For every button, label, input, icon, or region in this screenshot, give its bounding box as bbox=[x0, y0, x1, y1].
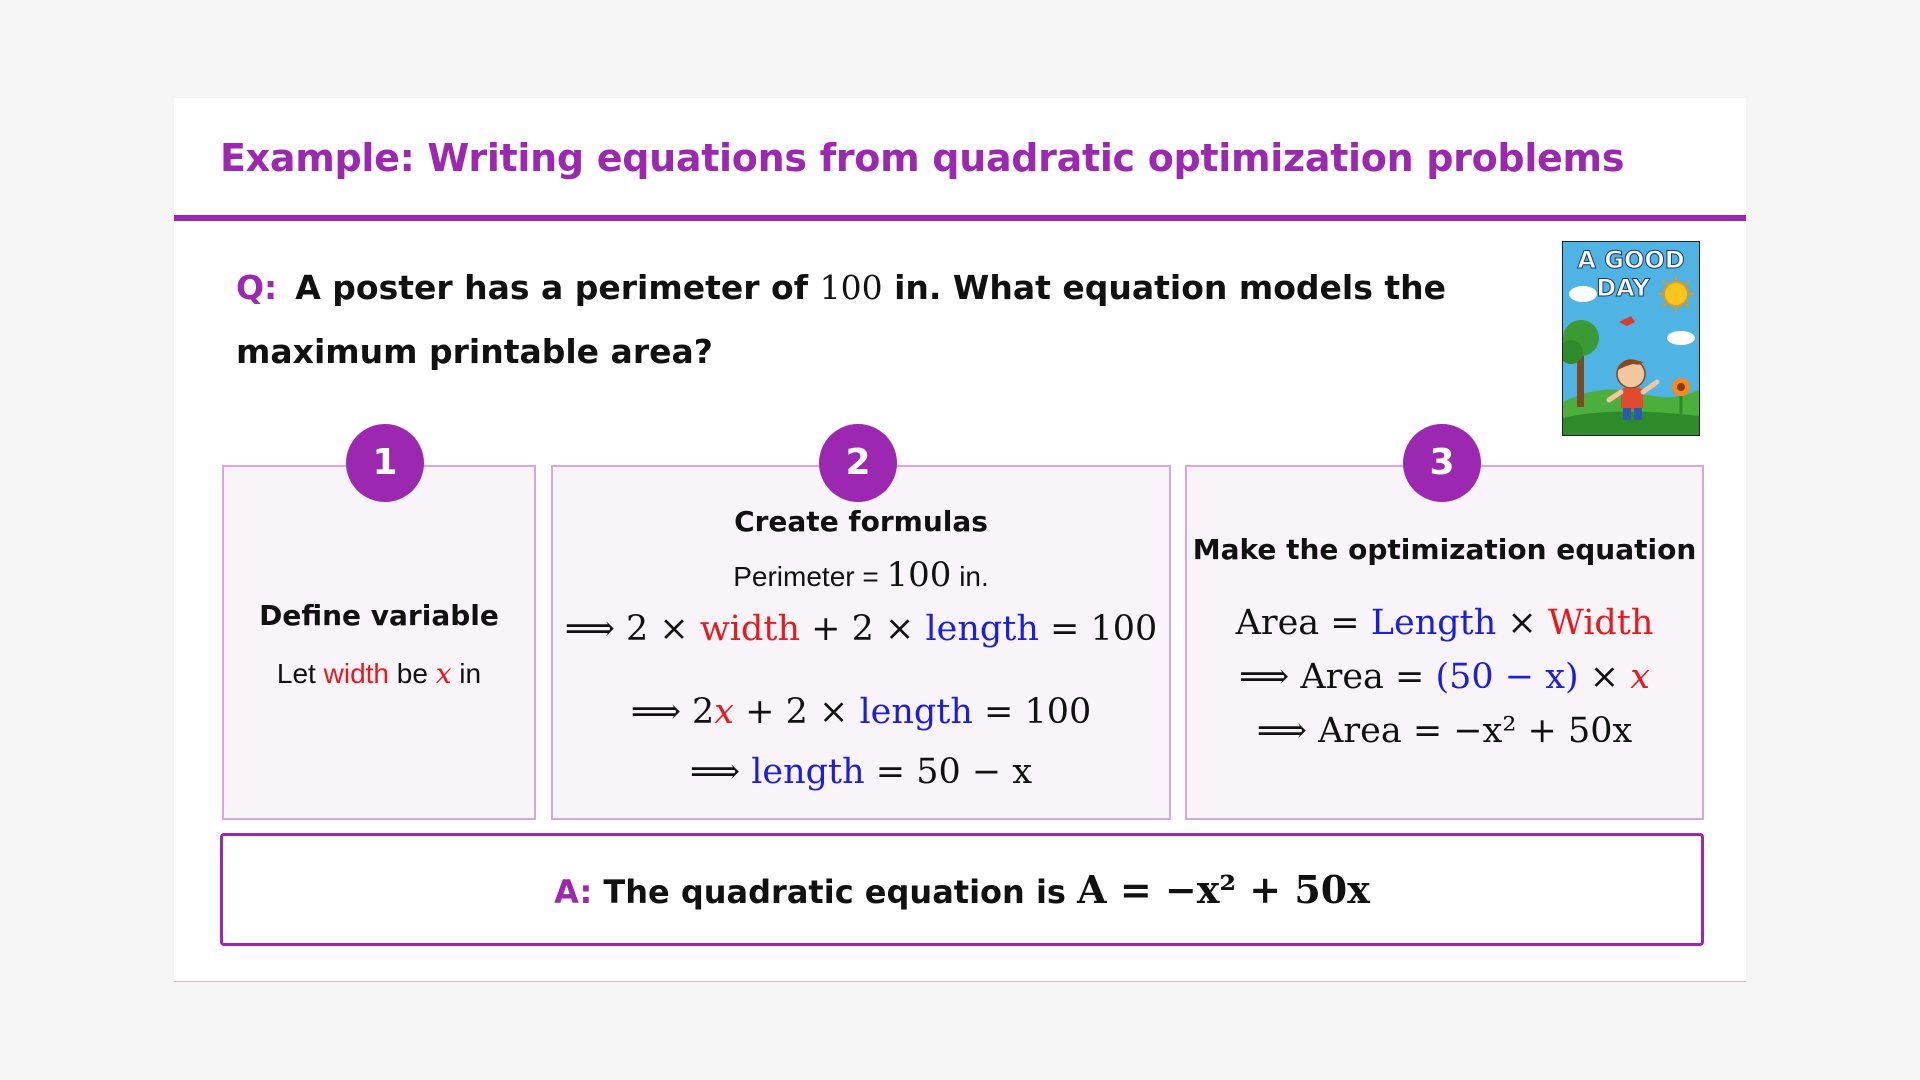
step-2-card bbox=[551, 465, 1171, 820]
step-2-eq1-width: width bbox=[699, 609, 801, 649]
answer-equation: A = −x² + 50x bbox=[1077, 867, 1370, 912]
step-2-perimeter bbox=[553, 555, 1169, 595]
step-3-eq3-area: Area bbox=[1318, 711, 1402, 751]
step-2-eq1-value: 100 bbox=[1090, 609, 1158, 649]
step-3-badge: 3 bbox=[1403, 424, 1481, 502]
step-1-badge: 1 bbox=[346, 424, 424, 502]
step-1-definition bbox=[224, 657, 534, 690]
title-divider bbox=[174, 215, 1746, 221]
step-2-eq2-value: 100 bbox=[1024, 692, 1092, 732]
question bbox=[236, 256, 1536, 384]
answer-text: The quadratic equation is bbox=[603, 873, 1066, 911]
step-1-x: x bbox=[435, 657, 452, 690]
slide-card bbox=[174, 98, 1746, 982]
step-3-eq1-area: Area bbox=[1235, 603, 1320, 643]
step-3-card bbox=[1185, 465, 1704, 820]
answer-box bbox=[220, 833, 1704, 946]
step-3-equation-2: ⟹ Area = (50 − x) × x bbox=[1239, 657, 1650, 697]
step-2-equation-3: ⟹ length = 50 − x bbox=[689, 752, 1033, 792]
step-2-eq1-length: length bbox=[925, 609, 1039, 649]
step-3-eq1-length: Length bbox=[1370, 603, 1497, 643]
step-3-heading: Make the optimization equation bbox=[1192, 533, 1697, 566]
step-3-eq3-rhs: −x² + 50x bbox=[1453, 711, 1633, 751]
step-2-perimeter-unit: in. bbox=[959, 561, 989, 592]
step-2-heading: Create formulas bbox=[734, 505, 988, 538]
question-label: Q: bbox=[236, 268, 278, 307]
question-text-after: in. What equation models the maximum printable area? bbox=[236, 268, 1447, 371]
step-1-let: Let bbox=[276, 658, 316, 689]
step-1-width: width bbox=[323, 658, 389, 689]
step-2-equation-2: ⟹ 2x + 2 × length = 100 bbox=[630, 692, 1092, 732]
step-1-heading: Define variable bbox=[259, 599, 499, 632]
step-2-perimeter-label: Perimeter = bbox=[733, 561, 879, 592]
poster-title-line2: DAY bbox=[1596, 274, 1650, 302]
step-2-eq3-length: length bbox=[751, 752, 865, 792]
step-3-eq1-width: Width bbox=[1547, 603, 1654, 643]
step-2-eq3-rhs: 50 − x bbox=[916, 752, 1033, 792]
poster-title-line1: A GOOD bbox=[1577, 246, 1685, 274]
step-3-equation-1: Area = Length × Width bbox=[1235, 603, 1654, 643]
step-2-equation-1: ⟹ 2 × width + 2 × length = 100 bbox=[564, 609, 1158, 649]
step-3-eq2-area: Area bbox=[1300, 657, 1384, 697]
step-2-eq2-length: length bbox=[859, 692, 973, 732]
poster-illustration bbox=[1562, 241, 1700, 436]
step-3-eq2-paren: (50 − x) bbox=[1435, 657, 1579, 697]
step-1-be: be bbox=[396, 658, 428, 689]
step-2-badge: 2 bbox=[819, 424, 897, 502]
question-text-before: A poster has a perimeter of bbox=[295, 268, 809, 307]
step-2-perimeter-value: 100 bbox=[886, 555, 952, 595]
step-1-card bbox=[222, 465, 536, 820]
step-3-equation-3: ⟹ Area = −x² + 50x bbox=[1256, 711, 1633, 751]
step-1-in: in bbox=[459, 658, 482, 689]
question-perimeter: 100 bbox=[819, 268, 883, 307]
page-title: Example: Writing equations from quadratic optimization problems bbox=[220, 136, 1625, 180]
answer-label: A: bbox=[554, 873, 593, 911]
